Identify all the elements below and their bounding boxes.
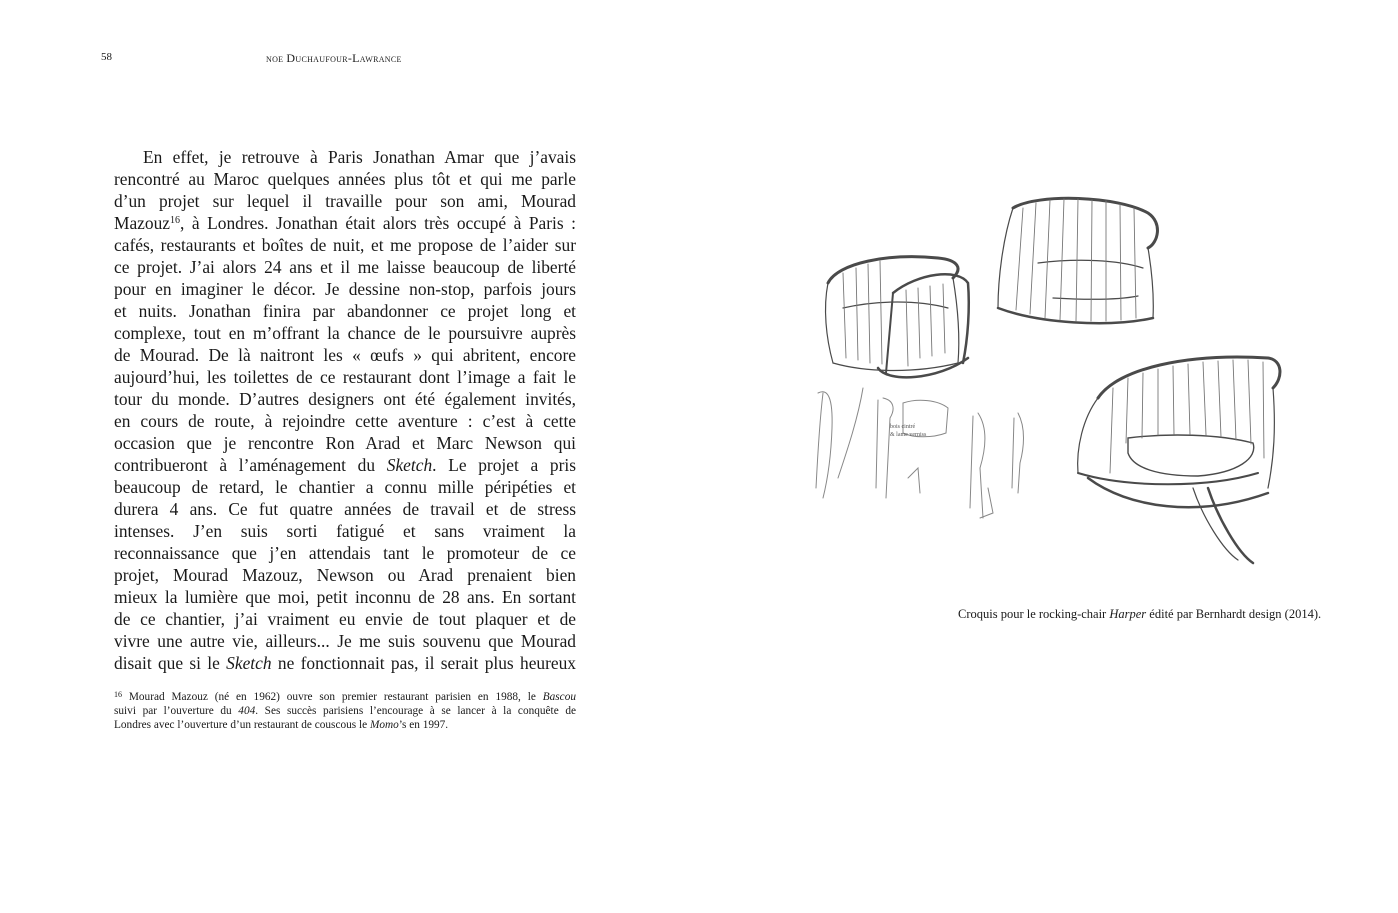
text-line: tour du monde. D’autres designers ont été également invités,	[114, 389, 576, 409]
text-fragment: Mazouz	[114, 213, 171, 233]
text-line	[114, 652, 576, 674]
footnote-text: ’s en 1997.	[398, 719, 449, 731]
text-line: vivre une autre vie, ailleurs... Je me suis souvenu que Mourad	[114, 631, 576, 651]
sketch-annotation: bois cintré	[890, 424, 916, 430]
page-number: 58	[101, 51, 112, 63]
body-paragraph	[114, 146, 576, 674]
text-line: de Mourad. De là naitront les « œufs » qui abritent, encore	[114, 345, 576, 365]
text-line: durera 4 ans. Ce fut quatre années de travail et de stress	[114, 499, 576, 519]
text-line	[114, 212, 576, 234]
text-line: d’un projet sur lequel il travaille pour son ami, Mourad	[114, 191, 576, 211]
footnote-line	[114, 688, 576, 704]
text-line: occasion que je rencontre Ron Arad et Marc Newson qui	[114, 433, 576, 453]
detail-sketches	[816, 388, 1024, 518]
text-line: En effet, je retrouve à Paris Jonathan Amar que j’avais	[143, 147, 576, 167]
footnote	[114, 688, 576, 732]
running-head	[266, 51, 402, 66]
footnote-italic: Momo	[369, 719, 399, 731]
footnote-mark: 16	[114, 690, 122, 699]
italic-title: Sketch	[386, 455, 433, 475]
text-line: de ce chantier, j’ai vraiment eu envie de tout plaquer et de	[114, 609, 576, 629]
caption-text: édité par Bernhardt design (2014).	[1146, 607, 1322, 621]
chair-sketch-illustration	[798, 188, 1298, 578]
footnote-italic: Bascou	[542, 691, 576, 703]
text-line: pour en imaginer le décor. Je dessine non-stop, parfois jours	[114, 279, 576, 299]
chair-sketch-three-quarter	[1078, 357, 1280, 563]
text-line: cafés, restaurants et boîtes de nuit, et me propose de l’aider sur	[114, 235, 576, 255]
text-fragment: , à Londres. Jonathan était alors très occupé à Paris :	[180, 213, 576, 233]
caption-italic: Harper	[1109, 607, 1147, 621]
text-line: beaucoup de retard, le chantier a connu mille péripéties et	[114, 477, 576, 497]
text-line: en cours de route, à rejoindre cette aventure : c’est à cette	[114, 411, 576, 431]
italic-title: Sketch	[226, 653, 272, 673]
chair-sketch-front	[826, 257, 969, 378]
footnote-line	[114, 704, 576, 718]
footnote-text: . Ses succès parisiens l’encourage à se lancer à la conquête de	[255, 705, 576, 717]
text-fragment: contribueront à l’aménagement du	[114, 455, 387, 475]
text-line: projet, Mourad Mazouz, Newson ou Arad prenaient bien	[114, 565, 576, 585]
footnote-line	[114, 718, 576, 732]
running-head-author: Duchaufour-Lawrance	[286, 51, 402, 65]
footnote-text: Mourad Mazouz (né en 1962) ouvre son premier restaurant parisien en 1988, le	[122, 691, 543, 703]
sketch-annotation: & lame verniss	[890, 432, 927, 438]
caption-text: Croquis pour le rocking-chair	[958, 607, 1110, 621]
text-line: mieux la lumière que moi, petit inconnu de 28 ans. En sortant	[114, 587, 576, 607]
footnote-italic: 404	[238, 705, 256, 717]
text-line: intenses. J’en suis sorti fatigué et sans vraiment la	[114, 521, 576, 541]
text-line: reconnaissance que j’en attendais tant le promoteur de ce	[114, 543, 576, 563]
footnote-reference: 16	[170, 215, 181, 226]
text-line: ce projet. J’ai alors 24 ans et il me laisse beaucoup de liberté	[114, 257, 576, 277]
footnote-text: suivi par l’ouverture du	[114, 705, 239, 717]
text-line: aujourd’hui, les toilettes de ce restaurant dont l’image a fait le	[114, 367, 576, 387]
text-line: et nuits. Jonathan finira par abandonner ce projet long et	[114, 301, 576, 321]
text-line: complexe, tout en m’offrant la chance de le poursuivre auprès	[114, 323, 576, 343]
text-line	[114, 454, 576, 476]
footnote-text: Londres avec l’ouverture d’un restaurant de couscous le	[114, 719, 370, 731]
text-line: rencontré au Maroc quelques années plus tôt et qui me parle	[114, 169, 576, 189]
figure-caption	[958, 607, 1321, 622]
text-fragment: disait que si le	[114, 653, 227, 673]
text-fragment: ne fonctionnait pas, il serait plus heureux	[271, 653, 577, 673]
text-fragment: . Le projet a pris	[432, 455, 576, 475]
running-head-prefix: noe	[266, 51, 284, 65]
